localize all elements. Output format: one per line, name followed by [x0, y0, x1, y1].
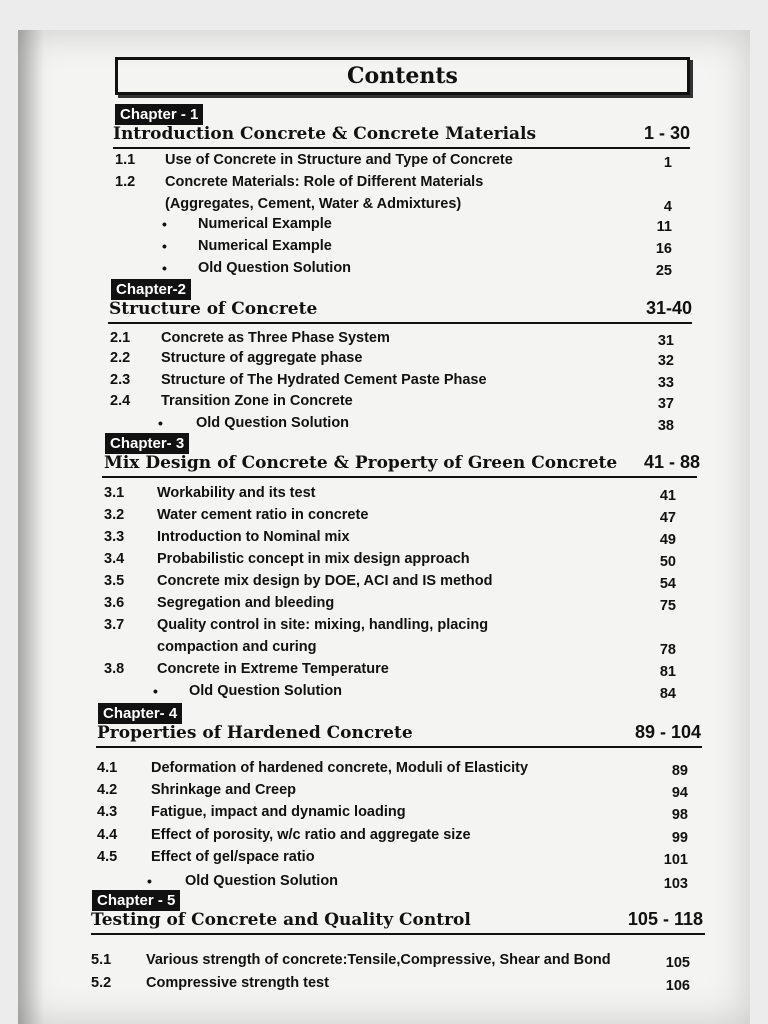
toc-entry [0, 683, 768, 705]
entry-text: Structure of The Hydrated Cement Paste Phase [161, 372, 487, 388]
toc-entry [0, 485, 768, 507]
entry-text: Effect of gel/space ratio [151, 849, 315, 865]
toc-entry [0, 782, 768, 804]
entry-text: Deformation of hardened concrete, Moduli of Elasticity [151, 760, 529, 776]
toc-entry [0, 216, 768, 238]
chapter-divider [108, 322, 692, 324]
page-number: 101 [663, 852, 688, 868]
section-number: 4.3 [97, 804, 118, 820]
toc-entry [0, 238, 768, 260]
bullet-icon: • [162, 216, 167, 232]
chapter-divider [91, 933, 705, 935]
page-number: 81 [659, 664, 676, 680]
page-number: 50 [659, 554, 676, 570]
section-number: 2.2 [110, 350, 131, 366]
section-number: 4.1 [97, 760, 118, 776]
entry-text: Numerical Example [198, 216, 332, 232]
toc-entry [0, 330, 768, 352]
toc-entry [0, 952, 768, 974]
toc-entry [0, 551, 768, 573]
toc-entry [0, 639, 768, 661]
section-number: 3.4 [104, 551, 125, 567]
toc-entry [0, 595, 768, 617]
entry-text: Concrete Materials: Role of Different Materials [165, 174, 484, 190]
entry-text: Compressive strength test [146, 975, 329, 991]
section-number: 5.1 [91, 952, 112, 968]
chapter-divider [113, 147, 690, 149]
chapter-badge: Chapter - 1 [115, 104, 203, 125]
entry-text: Shrinkage and Creep [151, 782, 297, 798]
toc-entry [0, 849, 768, 871]
page-number: 11 [656, 219, 672, 235]
entry-text: Old Question Solution [185, 873, 339, 889]
section-number: 5.2 [91, 975, 112, 991]
entry-text: Quality control in site: mixing, handling, placing [157, 617, 489, 633]
entry-text: Fatigue, impact and dynamic loading [151, 804, 406, 820]
page-number: 4 [663, 199, 672, 215]
page-number: 49 [659, 532, 676, 548]
page-number: 16 [655, 241, 672, 257]
entry-text: Numerical Example [198, 238, 332, 254]
section-number: 3.1 [104, 485, 125, 501]
bullet-icon: • [147, 873, 152, 889]
section-number: 4.2 [97, 782, 118, 798]
page-number: 75 [659, 598, 676, 614]
section-number: 1.2 [115, 174, 136, 190]
chapter-badge: Chapter- 3 [105, 433, 189, 454]
entry-text: Concrete in Extreme Temperature [157, 661, 389, 677]
page-number: 37 [657, 396, 674, 412]
page-number: 54 [659, 576, 676, 592]
entry-text: (Aggregates, Cement, Water & Admixtures) [165, 196, 462, 212]
chapter-badge: Chapter - 5 [92, 890, 180, 911]
toc-entry [0, 975, 768, 997]
section-number: 2.3 [110, 372, 131, 388]
page-number: 84 [659, 686, 676, 702]
toc-entry [0, 174, 768, 196]
entry-text: Concrete mix design by DOE, ACI and IS method [157, 573, 493, 589]
toc-entry [0, 804, 768, 826]
entry-text: Workability and its test [157, 485, 316, 501]
entry-text: Segregation and bleeding [157, 595, 335, 611]
entry-text: compaction and curing [157, 639, 317, 655]
toc-entry [0, 617, 768, 639]
toc-entry [0, 529, 768, 551]
page-number: 25 [655, 263, 672, 279]
page-number: 33 [657, 375, 674, 391]
page-number: 47 [659, 510, 676, 526]
entry-text: Old Question Solution [196, 415, 350, 431]
entry-text: Probabilistic concept in mix design approach [157, 551, 470, 567]
page-number: 1 [663, 155, 672, 171]
bullet-icon: • [158, 415, 163, 431]
chapter-page-range: 1 - 30 [643, 123, 690, 143]
toc-entry [0, 661, 768, 683]
toc-entry [0, 573, 768, 595]
chapter-page-range: 89 - 104 [634, 722, 701, 742]
chapter-title: Testing of Concrete and Quality Control [91, 910, 471, 930]
page-number: 98 [671, 807, 688, 823]
chapter-page-range: 31-40 [645, 298, 692, 318]
section-number: 1.1 [115, 152, 136, 168]
chapter-badge: Chapter- 4 [98, 703, 182, 724]
toc-entry [0, 372, 768, 394]
page-number: 105 [665, 955, 690, 971]
section-number: 2.4 [110, 393, 131, 409]
page-number: 78 [659, 642, 676, 658]
page-number: 41 [659, 488, 676, 504]
section-number: 4.5 [97, 849, 118, 865]
toc-entry [0, 196, 768, 218]
section-number: 3.6 [104, 595, 125, 611]
page-number: 94 [671, 785, 688, 801]
page-number: 99 [671, 830, 688, 846]
toc-entry [0, 827, 768, 849]
chapter-title: Mix Design of Concrete & Property of Green Concrete [104, 453, 618, 473]
page-title: Contents [347, 63, 458, 89]
entry-text: Use of Concrete in Structure and Type of Concrete [165, 152, 513, 168]
entry-text: Various strength of concrete:Tensile,Compressive, Shear and Bond [146, 952, 611, 968]
page-number: 89 [671, 763, 688, 779]
page-number: 32 [657, 353, 674, 369]
page-number: 103 [663, 876, 688, 892]
entry-text: Old Question Solution [189, 683, 343, 699]
section-number: 2.1 [110, 330, 131, 346]
section-number: 3.5 [104, 573, 125, 589]
toc-entry [0, 152, 768, 174]
section-number: 3.2 [104, 507, 125, 523]
chapter-divider [96, 746, 702, 748]
bullet-icon: • [153, 683, 158, 699]
chapter-badge: Chapter-2 [111, 279, 191, 300]
section-number: 3.3 [104, 529, 125, 545]
section-number: 4.4 [97, 827, 118, 843]
entry-text: Concrete as Three Phase System [161, 330, 390, 346]
contents-title-box [115, 57, 690, 95]
section-number: 3.7 [104, 617, 125, 633]
entry-text: Effect of porosity, w/c ratio and aggregate size [151, 827, 471, 843]
chapter-title: Properties of Hardened Concrete [97, 723, 413, 743]
entry-text: Old Question Solution [198, 260, 352, 276]
chapter-page-range: 41 - 88 [643, 452, 700, 472]
chapter-divider [102, 476, 697, 478]
section-number: 3.8 [104, 661, 125, 677]
entry-text: Water cement ratio in concrete [157, 507, 369, 523]
toc-entry [0, 760, 768, 782]
page-number: 106 [665, 978, 690, 994]
toc-entry [0, 350, 768, 372]
chapter-page-range: 105 - 118 [627, 909, 703, 929]
entry-text: Introduction to Nominal mix [157, 529, 350, 545]
chapter-title: Introduction Concrete & Concrete Materials [113, 124, 537, 144]
chapter-title: Structure of Concrete [109, 299, 318, 319]
entry-text: Structure of aggregate phase [161, 350, 363, 366]
toc-entry [0, 507, 768, 529]
entry-text: Transition Zone in Concrete [161, 393, 353, 409]
bullet-icon: • [162, 260, 167, 276]
page-number: 31 [657, 333, 674, 349]
bullet-icon: • [162, 238, 167, 254]
toc-entry [0, 393, 768, 415]
page-number: 38 [657, 418, 674, 434]
